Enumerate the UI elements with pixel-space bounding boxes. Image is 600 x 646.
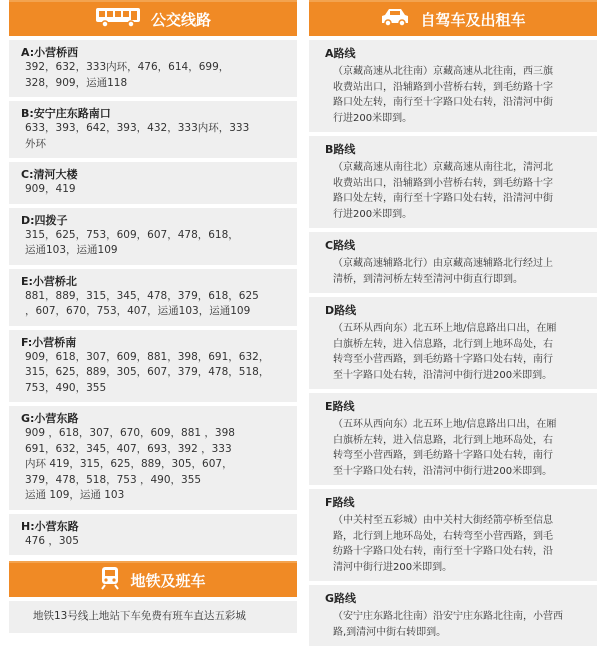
subway-text: 地铁13号线上地站下车免费有班车直达五彩城	[33, 610, 246, 622]
car-column	[309, 0, 597, 646]
bus-line-text: 315，625，753，609，607，478，618，	[25, 228, 239, 241]
car-route-line: 收费站出口，沿辅路到小营桥右转，到毛纺路十字	[333, 81, 553, 93]
bus-stop-lines	[21, 289, 289, 320]
car-route-line: 路，北行到上地环岛处，右转弯至小营西路，到毛	[333, 530, 553, 542]
bus-line-text: 909，618，307，609，881，398，691，632，	[25, 350, 270, 363]
car-route-line: 收费站出口，沿辅路到小营桥右转，到毛纺路十字	[333, 177, 553, 189]
car-route-line: （京藏高速从北往南）京藏高速从北往南，西三旗	[333, 66, 553, 77]
car-route-line: 转弯至小营西路，到毛纺路十字路口处右转，南行	[333, 354, 553, 365]
bus-stop-item	[9, 101, 297, 158]
bus-line-text: 379，478，518，753 ，490，355	[25, 473, 202, 486]
car-route-item	[309, 136, 597, 228]
bus-stop-item	[9, 330, 297, 403]
bus-column	[9, 0, 297, 633]
bus-stop-name: B:安宁庄东路南口	[21, 107, 111, 120]
car-route-line: 白旗桥左转，进入信息路，北行到上地环岛处，右	[333, 338, 553, 350]
car-route-name: C路线	[325, 239, 356, 252]
car-route-line: 纺路十字路口处右转，南行至十字路口处右转，沿	[333, 546, 553, 557]
car-route-desc	[325, 160, 587, 222]
car-header-label: 自驾车及出租车	[420, 10, 526, 29]
car-route-line: 至十字路口处右转，沿清河中街行进200米即到。	[333, 465, 553, 477]
subway-panel	[9, 601, 297, 633]
bus-stop-lines	[21, 121, 289, 152]
bus-stop-name: C:清河大楼	[21, 168, 78, 181]
bus-stop-name: A:小营桥西	[21, 46, 79, 59]
bus-stop-item	[9, 162, 297, 204]
car-route-name: G路线	[325, 592, 357, 605]
car-route-line: 清桥，到清河桥左转至清河中街直行即到。	[333, 273, 523, 285]
bus-line-text: 881，889，315，345，478，379，618，625	[25, 289, 259, 302]
bus-stop-name: D:四拨子	[21, 213, 68, 227]
car-route-line: 行进200米即到。	[333, 208, 413, 220]
bus-stop-item	[9, 40, 297, 97]
car-header	[309, 0, 597, 36]
bus-line-text: 315，625，889，305，607，379，478，518，	[25, 366, 270, 378]
bus-stop-lines	[21, 534, 289, 550]
car-route-line: 路口处左转，南行至十字路口处右转，沿清河中街	[333, 97, 553, 108]
car-route-desc	[325, 256, 587, 287]
car-route-line: （安宁庄东路北往南）沿安宁庄东路北往南，小营西	[333, 611, 563, 622]
bus-stop-item	[9, 514, 297, 556]
car-route-line: 至十字路口处右转，沿清河中街行进200米即到。	[333, 369, 553, 381]
bus-stop-name: H:小营东路	[21, 519, 79, 533]
car-route-line: 白旗桥左转，进入信息路，北行到上地环岛处，右	[333, 434, 553, 446]
car-route-line: （五环从西向东）北五环上地/信息路出口出，在厢	[333, 419, 557, 430]
bus-header-label: 公交线路	[150, 10, 211, 29]
car-route-name: E路线	[325, 400, 355, 413]
bus-line-text: 运通 109，运通 103	[25, 489, 125, 501]
bus-stop-lines	[21, 426, 289, 504]
car-route-line: 路口处左转，南行至十字路口处右转，沿清河中街	[333, 193, 553, 204]
bus-stop-name: G:小营东路	[21, 412, 79, 425]
car-route-desc	[325, 321, 587, 383]
car-route-name: B路线	[325, 143, 356, 156]
bus-stop-lines	[21, 228, 289, 259]
subway-header-label: 地铁及班车	[130, 571, 206, 590]
bus-line-text: 328，909，运通118	[25, 76, 128, 89]
bus-stop-list	[9, 40, 297, 555]
bus-line-text: 外环	[25, 137, 46, 150]
bus-line-text: 内环 419，315，625，889，305，607，	[25, 458, 233, 470]
bus-stop-item	[9, 406, 297, 510]
bus-stop-item	[9, 208, 297, 265]
car-route-item	[309, 489, 597, 581]
car-route-item	[309, 297, 597, 389]
bus-stop-name: F:小营桥南	[21, 335, 77, 349]
car-route-name: D路线	[325, 304, 357, 317]
bus-line-text: 909，419	[25, 183, 76, 195]
car-route-item	[309, 585, 597, 646]
car-route-name: A路线	[325, 47, 356, 60]
car-route-line: 行进200米即到。	[333, 112, 413, 124]
car-route-line: 清河中街行进200米即到。	[333, 561, 453, 573]
car-route-desc	[325, 417, 587, 479]
car-route-line: 转弯至小营西路，到毛纺路十字路口处右转，南行	[333, 450, 553, 461]
bus-line-text: 909 ，618，307，670，609，881 ，398	[25, 427, 235, 439]
car-route-line: （五环从西向东）北五环上地/信息路出口出，在厢	[333, 323, 557, 334]
car-route-item	[309, 232, 597, 293]
car-route-desc	[325, 609, 587, 640]
bus-icon	[95, 6, 141, 32]
bus-stop-item	[9, 269, 297, 326]
train-icon	[100, 566, 120, 594]
car-route-line: （京藏高速辅路北行）由京藏高速辅路北行经过上	[333, 258, 553, 269]
bus-stop-name: E:小营桥北	[21, 274, 77, 288]
car-route-line: （中关村至五彩城）由中关村大街经箭亭桥至信息	[333, 515, 553, 526]
car-route-line: 路,到清河中街右转即到。	[333, 626, 447, 638]
subway-header	[9, 561, 297, 597]
bus-line-text: ，607，670，753，407，运通103，运通109	[25, 305, 251, 317]
car-route-desc	[325, 513, 587, 575]
car-route-item	[309, 393, 597, 485]
bus-line-text: 476 ，305	[25, 534, 79, 547]
bus-line-text: 运通103，运通109	[25, 244, 118, 256]
car-route-line: （京藏高速从南往北）京藏高速从南往北，清河北	[333, 162, 553, 173]
car-route-list	[309, 40, 597, 646]
bus-line-text: 392，632，333内环，476，614，699，	[25, 61, 230, 73]
car-route-desc	[325, 64, 587, 126]
bus-line-text: 691，632，345，407，693，392 ，333	[25, 442, 232, 455]
bus-header	[9, 0, 297, 36]
car-icon	[380, 6, 410, 32]
bus-stop-lines	[21, 60, 289, 91]
bus-line-text: 753，490，355	[25, 381, 107, 394]
bus-stop-lines	[21, 182, 289, 198]
car-route-name: F路线	[325, 496, 355, 509]
bus-line-text: 633，393，642，393，432，333内环，333	[25, 122, 250, 134]
car-route-item	[309, 40, 597, 132]
bus-stop-lines	[21, 350, 289, 397]
